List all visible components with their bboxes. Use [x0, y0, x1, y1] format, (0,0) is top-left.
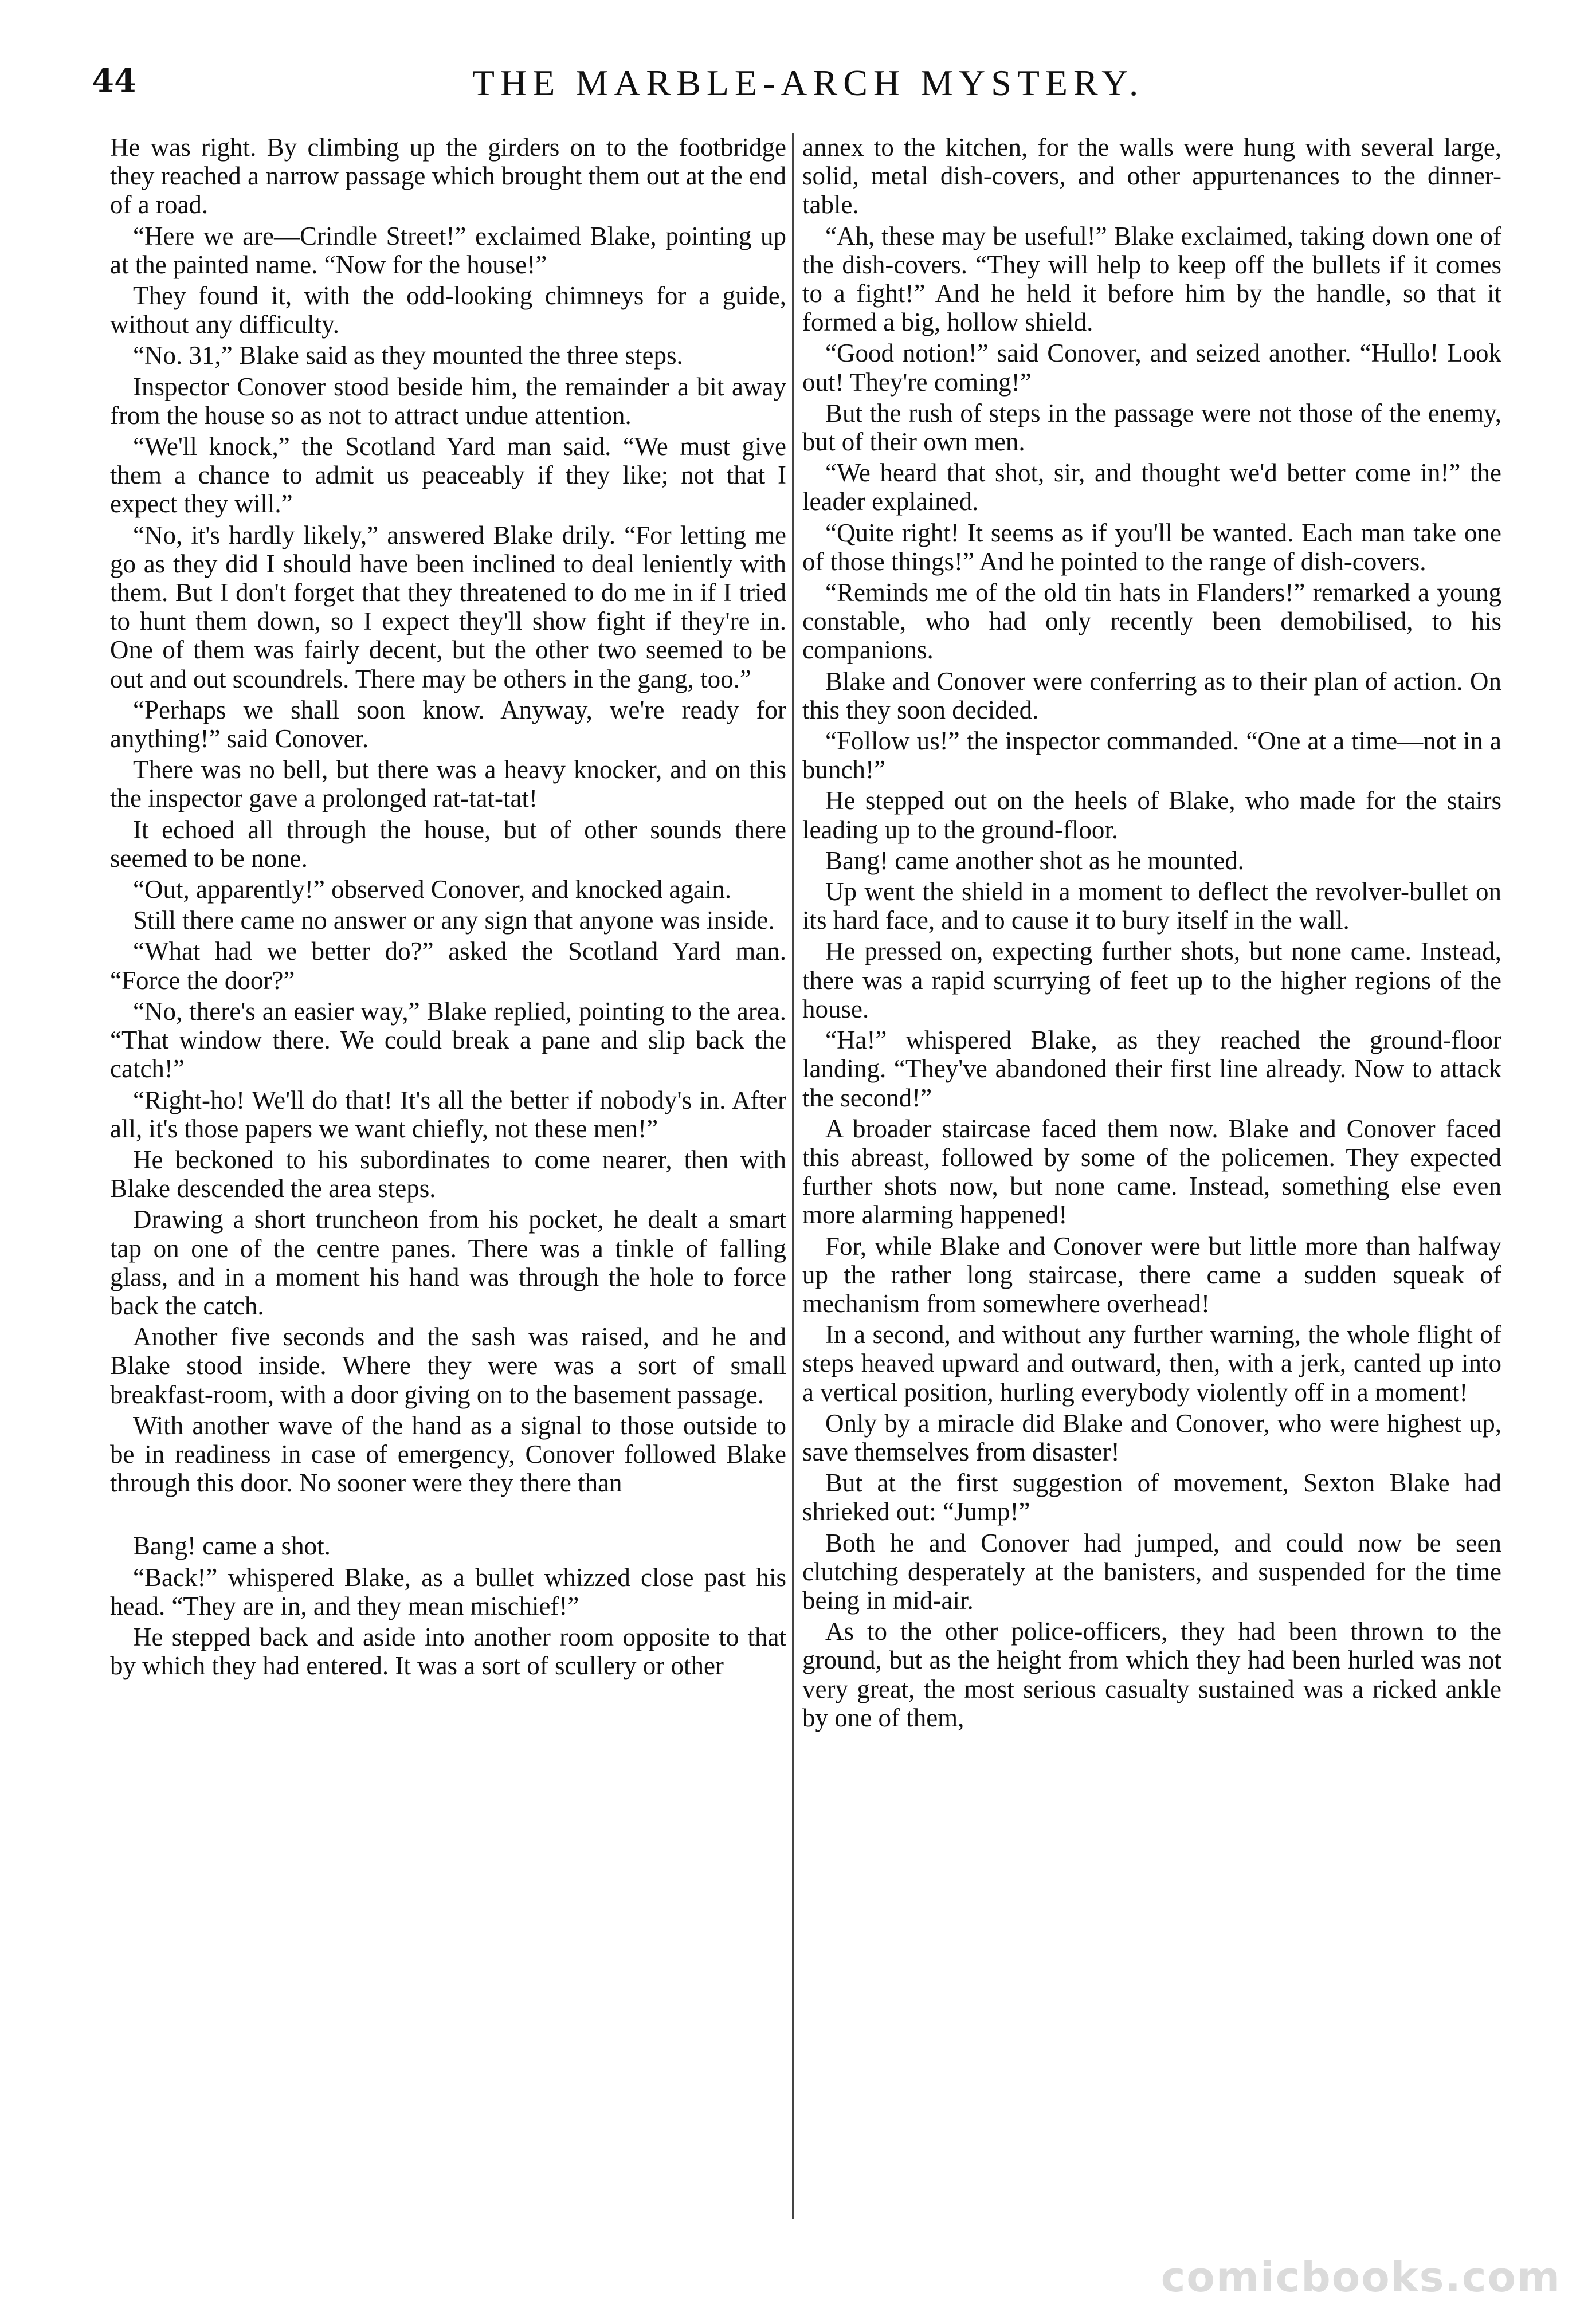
- paragraph: “No, it's hardly likely,” answered Blake drily. “For letting me go as they did I should have been inclined to deal leniently with them. But I don't forget that they threatened to do me in if I tried to hunt them down, so I expect they'll show fight if they're in. One of them was fairly decent, but the other two seemed to be out and out scoundrels. There may be others in the gang, too.”: [110, 520, 786, 693]
- paragraph: “Quite right! It seems as if you'll be wanted. Each man take one of those things!” And he pointed to the range of dish-covers.: [802, 518, 1501, 576]
- paragraph: “We'll knock,” the Scotland Yard man said. “We must give them a chance to admit us peaceably if they like; not that I expect they will.”: [110, 432, 786, 519]
- page-title: THE MARBLE-ARCH MYSTERY.: [472, 62, 1144, 103]
- paragraph: Inspector Conover stood beside him, the remainder a bit away from the house so as not to attract undue attention.: [110, 372, 786, 430]
- paragraph: Another five seconds and the sash was raised, and he and Blake stood inside. Where they were was a sort of small breakfast-room, with a door giving on to the basement passage.: [110, 1322, 786, 1409]
- paragraph: “No. 31,” Blake said as they mounted the three steps.: [133, 341, 683, 370]
- paragraph: Bang! came a shot.: [133, 1532, 331, 1561]
- paragraph: But the rush of steps in the passage were not those of the enemy, but of their own men.: [802, 398, 1501, 457]
- paragraph: “Ah, these may be useful!” Blake exclaimed, taking down one of the dish-covers. “They will help to keep off the bullets if it comes to a fight!” And he held it before him by the handle, so that it formed a big, hollow shield.: [802, 221, 1501, 337]
- paragraph: With another wave of the hand as a signal to those outside to be in readiness in case of emergency, Conover followed Blake through this door. No sooner were they there than: [110, 1411, 786, 1498]
- paragraph: “What had we better do?” asked the Scotland Yard man. “Force the door?”: [110, 937, 786, 995]
- paragraph: Both he and Conover had jumped, and could now be seen clutching desperately at the banisters, and suspended for the time being in mid-air.: [802, 1528, 1501, 1615]
- paragraph: “Here we are—Crindle Street!” exclaimed Blake, pointing up at the painted name. “Now for the house!”: [110, 221, 786, 279]
- paragraph: Drawing a short truncheon from his pocket, he dealt a smart tap on one of the centre panes. There was a tinkle of falling glass, and in a moment his hand was through the hole to force back the catch.: [110, 1205, 786, 1320]
- paragraph: “Ha!” whispered Blake, as they reached the ground-floor landing. “They've abandoned their first line already. Now to attack the second!”: [802, 1026, 1501, 1112]
- paragraph: A broader staircase faced them now. Blake and Conover faced this abreast, followed by some of the policemen. They expected further shots now, but none came. Instead, something else even more alarming happened!: [802, 1114, 1501, 1230]
- paragraph: “Out, apparently!” observed Conover, and knocked again.: [133, 875, 732, 904]
- paragraph: He was right. By climbing up the girders on to the footbridge they reached a narrow passage which brought them out at the end of a road.: [110, 133, 786, 219]
- page-number: 44: [92, 62, 136, 100]
- paragraph: annex to the kitchen, for the walls were hung with several large, solid, metal dish-covers, and other appurtenances to the dinner-table.: [802, 133, 1501, 219]
- paragraph: Up went the shield in a moment to deflect the revolver-bullet on its hard face, and to cause it to bury itself in the wall.: [802, 877, 1501, 935]
- paragraph: “Reminds me of the old tin hats in Flanders!” remarked a young constable, who had only recently been demobilised, to his companions.: [802, 578, 1501, 665]
- paragraph: They found it, with the odd-looking chimneys for a guide, without any difficulty.: [110, 281, 786, 339]
- paragraph: It echoed all through the house, but of other sounds there seemed to be none.: [110, 815, 786, 873]
- paragraph: For, while Blake and Conover were but little more than halfway up the rather long staircase, there came a sudden squeak of mechanism from somewhere overhead!: [802, 1231, 1501, 1318]
- paragraph: “No, there's an easier way,” Blake replied, pointing to the area. “That window there. We could break a pane and slip back the catch!”: [110, 996, 786, 1084]
- paragraph: “Follow us!” the inspector commanded. “One at a time—not in a bunch!”: [802, 727, 1501, 784]
- paragraph: He pressed on, expecting further shots, but none came. Instead, there was a rapid scurrying of feet up to the higher regions of the house.: [802, 937, 1501, 1023]
- left-column: [110, 133, 786, 2238]
- paragraph: But at the first suggestion of movement, Sexton Blake had shrieked out: “Jump!”: [802, 1469, 1501, 1526]
- paragraph: There was no bell, but there was a heavy knocker, and on this the inspector gave a prolonged rat-tat-tat!: [110, 755, 786, 813]
- paragraph: “We heard that shot, sir, and thought we'd better come in!” the leader explained.: [802, 458, 1501, 516]
- section-break: [110, 1499, 786, 1532]
- paragraph: As to the other police-officers, they had been thrown to the ground, but as the height from which they had been hurled was not very great, the most serious casualty sustained was a ricked ankle by one of them,: [802, 1617, 1501, 1732]
- paragraph: He stepped back and aside into another room opposite to that by which they had entered. It was a sort of scullery or other: [110, 1622, 786, 1681]
- paragraph: “Back!” whispered Blake, as a bullet whizzed close past his head. “They are in, and they mean mischief!”: [110, 1563, 786, 1620]
- column-divider: [792, 133, 794, 2219]
- paragraph: Bang! came another shot as he mounted.: [825, 846, 1245, 875]
- right-column: [802, 133, 1501, 2238]
- paragraph: Only by a miracle did Blake and Conover, who were highest up, save themselves from disaster!: [802, 1408, 1501, 1466]
- paragraph: “Good notion!” said Conover, and seized another. “Hullo! Look out! They're coming!”: [802, 339, 1501, 397]
- paragraph: He stepped out on the heels of Blake, who made for the stairs leading up to the ground-floor.: [802, 786, 1501, 844]
- paragraph: Blake and Conover were conferring as to their plan of action. On this they soon decided.: [802, 666, 1501, 724]
- page-header: [92, 62, 1524, 119]
- watermark: comicbooks.com: [1160, 2253, 1561, 2301]
- paragraph: He beckoned to his subordinates to come nearer, then with Blake descended the area steps.: [110, 1145, 786, 1203]
- paragraph: “Right-ho! We'll do that! It's all the better if nobody's in. After all, it's those papers we want chiefly, not these men!”: [110, 1085, 786, 1143]
- paragraph: “Perhaps we shall soon know. Anyway, we're ready for anything!” said Conover.: [110, 695, 786, 753]
- paragraph: In a second, and without any further warning, the whole flight of steps heaved upward and outward, then, with a jerk, canted up into a vertical position, hurling everybody violently off in a moment!: [802, 1320, 1501, 1407]
- paragraph: Still there came no answer or any sign that anyone was inside.: [133, 906, 775, 935]
